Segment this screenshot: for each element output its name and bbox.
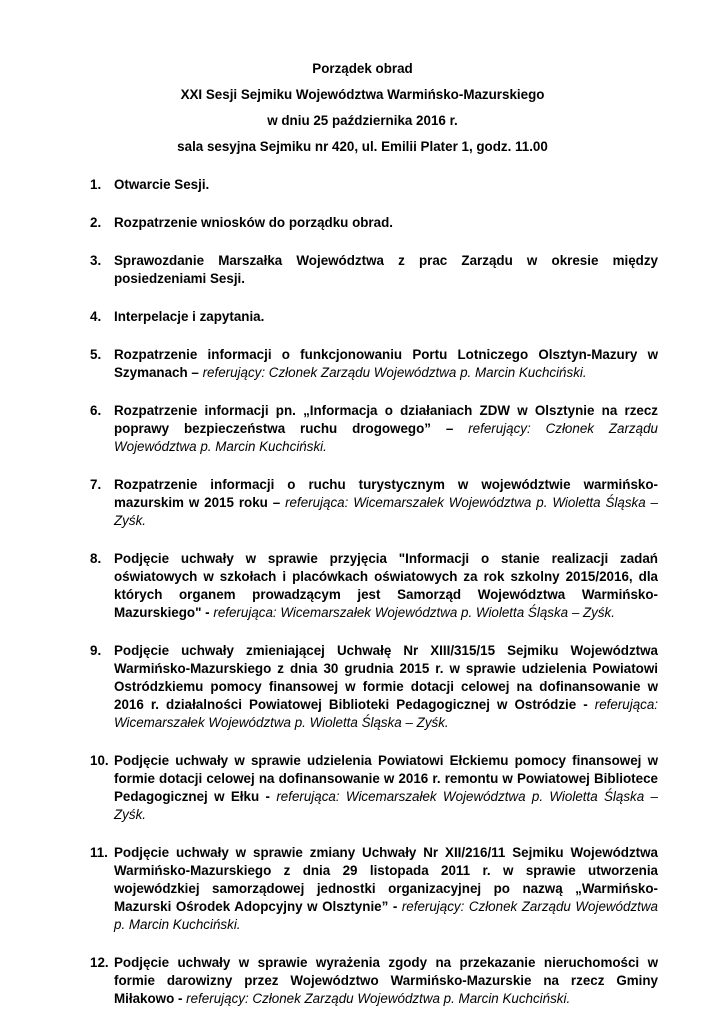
agenda-item (90, 550, 658, 622)
agenda-item (90, 752, 658, 824)
agenda-item-number: 10. (90, 753, 109, 768)
header-title: Porządek obrad (312, 61, 413, 76)
agenda-item-title: Podjęcie uchwały w sprawie wyrażenia zgody na przekazanie nieruchomości w formie darowizny przez Województwo Warmińsko-Mazurskie na rzecz Gminy Miłakowo - (114, 955, 658, 1006)
agenda-item-title: Interpelacje i zapytania. (114, 309, 265, 324)
agenda-item-number: 1. (90, 177, 102, 192)
agenda-item-title: Rozpatrzenie informacji pn. „Informacja o działaniach ZDW w Olsztynie na rzecz poprawy bezpieczeństwa ruchu drogowego” – (114, 403, 658, 436)
agenda-item (90, 954, 658, 1008)
agenda-item-title: Sprawozdanie Marszałka Województwa z prac Zarządu w okresie między posiedzeniami Sesji. (114, 253, 658, 286)
header-date: w dniu 25 października 2016 r. (267, 113, 458, 128)
agenda-item-title: Rozpatrzenie informacji o ruchu turystycznym w województwie warmińsko-mazurskim w 2015 roku – (114, 477, 658, 510)
agenda-item-presenter: referująca: Wicemarszałek Województwa p. Wioletta Śląska – Zyśk. (114, 495, 658, 528)
agenda-item-presenter: referująca: Wicemarszałek Województwa p. Wioletta Śląska – Zyśk. (114, 697, 658, 730)
agenda-item-presenter: referująca: Wicemarszałek Województwa p. Wioletta Śląska – Zyśk. (213, 605, 615, 620)
agenda-item-title: Otwarcie Sesji. (114, 177, 210, 192)
agenda-item (90, 308, 658, 326)
agenda-item (90, 642, 658, 732)
agenda-list (90, 176, 658, 1028)
agenda-item-title: Rozpatrzenie wniosków do porządku obrad. (114, 215, 393, 230)
agenda-item-title: Podjęcie uchwały zmieniającej Uchwałę Nr XIII/315/15 Sejmiku Województwa Warmińsko-Mazurskiego z dnia 30 grudnia 2015 r. w sprawie udzielenia Powiatowi Ostródzkiemu pomocy finansowej w formie dotacji celowej na dofinansowanie w 2016 r. działalności Powiatowej Biblioteki Pedagogicznej w Ostródzie - (114, 643, 658, 712)
agenda-item-presenter: referująca: Wicemarszałek Województwa p. Wioletta Śląska – Zyśk. (114, 789, 658, 822)
agenda-item-number: 9. (90, 643, 102, 658)
agenda-item-number: 7. (90, 477, 102, 492)
agenda-item-presenter: referujący: Członek Zarządu Województwa p. Marcin Kuchciński. (202, 365, 587, 380)
agenda-item-number: 5. (90, 347, 102, 362)
agenda-item-title: Rozpatrzenie informacji o funkcjonowaniu Portu Lotniczego Olsztyn-Mazury w Szymanach – (114, 347, 658, 380)
header-session: XXI Sesji Sejmiku Województwa Warmińsko-Mazurskiego (180, 87, 545, 102)
agenda-item (90, 252, 658, 288)
agenda-item-presenter: referujący: Członek Zarządu Województwa p. Marcin Kuchciński. (186, 991, 571, 1006)
agenda-item-number: 6. (90, 403, 102, 418)
agenda-item-number: 8. (90, 551, 102, 566)
agenda-item-number: 12. (90, 955, 109, 970)
agenda-item (90, 476, 658, 530)
agenda-item-title: Podjęcie uchwały w sprawie przyjęcia "Informacji o stanie realizacji zadań oświatowych w szkołach i placówkach oświatowych za rok szkolny 2015/2016, dla których organem prowadzącym jest Samorząd Województwa Warmińsko-Mazurskiego" - (114, 551, 658, 620)
agenda-item (90, 214, 658, 232)
agenda-item-number: 2. (90, 215, 102, 230)
agenda-item-presenter: referujący: Członek Zarządu Województwa p. Marcin Kuchciński. (114, 421, 658, 454)
agenda-item (90, 844, 658, 934)
document-header (0, 56, 725, 160)
agenda-item (90, 176, 658, 194)
agenda-item-presenter: referujący: Członek Zarządu Województwa p. Marcin Kuchciński. (114, 899, 658, 932)
agenda-item-number: 4. (90, 309, 102, 324)
agenda-item (90, 402, 658, 456)
header-location: sala sesyjna Sejmiku nr 420, ul. Emilii Plater 1, godz. 11.00 (177, 139, 548, 154)
agenda-item-title: Podjęcie uchwały w sprawie udzielenia Powiatowi Ełckiemu pomocy finansowej w formie dotacji celowej na dofinansowanie w 2016 r. remontu w Powiatowej Bibliotece Pedagogicznej w Ełku - (114, 753, 658, 804)
agenda-item-title: Podjęcie uchwały w sprawie zmiany Uchwały Nr XII/216/11 Sejmiku Województwa Warmińsko-Mazurskiego z dnia 29 listopada 2011 r. w sprawie utworzenia wojewódzkiej samorządowej jednostki organizacyjnej po nazwą „Warmińsko-Mazurski Ośrodek Adopcyjny w Olsztynie” - (114, 845, 658, 914)
agenda-item-number: 11. (90, 845, 108, 860)
agenda-item (90, 346, 658, 382)
agenda-item-number: 3. (90, 253, 102, 268)
